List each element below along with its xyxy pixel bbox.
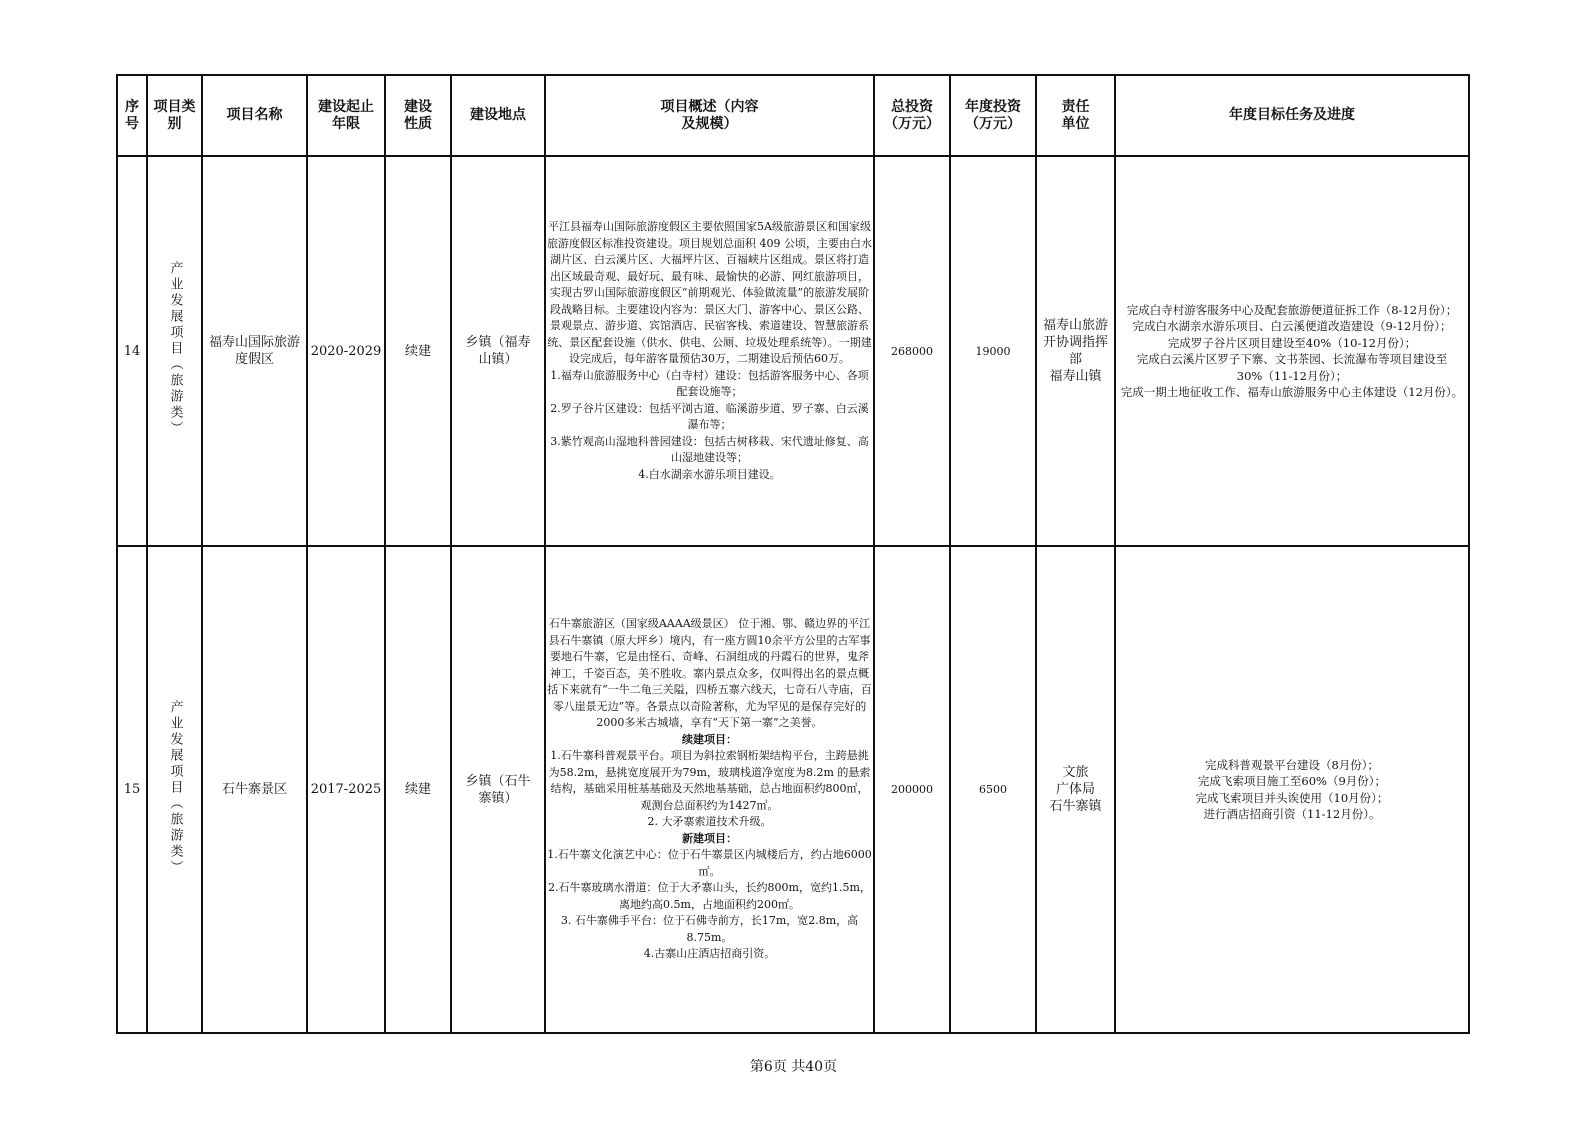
overview-item: 3.紫竹观高山湿地科普园建设：包括古树移栽、宋代遗址修复、高山湿地建设等；: [550, 434, 869, 464]
continuing-title: 续建项目：: [682, 732, 737, 746]
unit-line: 福寿山镇: [1049, 369, 1102, 384]
row-total: 200000: [874, 546, 950, 1033]
overview-paragraph: 石牛寨旅游区（国家级AAAA级景区） 位于湘、鄂、赣边界的平江县石牛寨镇（原大坪乡）境内，有一座方圆10余平方公里的古军事要地石牛寨，它是由怪石、奇峰、石洞组成的丹霞石的世界，鬼斧神工，千姿百态，美不胜收。寨内景点众多，仅叫得出名的景点概括下来就有“一牛二龟三关隘，四桥五寨六线天，七奇石八寺庙，百零八崖景无边”等。各景点以奇险著称，尤为罕见的是保存完好的2000多米古城墙，享有“天下第一寨”之美誉。: [547, 617, 872, 730]
target-item: 完成一期土地征收工作、福寿山旅游服务中心主体建设（12月份）。: [1120, 385, 1464, 399]
overview-item: 4.白水湖亲水游乐项目建设。: [638, 467, 781, 481]
target-item: 完成白寺村游客服务中心及配套旅游便道征拆工作（8-12月份）；: [1126, 302, 1458, 317]
row-unit: [1036, 156, 1115, 546]
header-row: [117, 75, 1469, 156]
row-location: 乡镇（福寿山镇）: [451, 156, 545, 546]
target-item: 完成罗子谷片区项目建设至40%（10-12月份）；: [1167, 335, 1417, 350]
target-item: 完成飞索项目并头诶使用（10月份）；: [1195, 790, 1389, 805]
unit-line: 广体局: [1055, 782, 1095, 797]
header-total: 总投资（万元）: [874, 75, 950, 156]
overview-item: 1.石牛寨科普观景平台。项目为斜拉索钢桁架结构平台，主跨悬挑为58.2m，悬挑宽度展开为79m，玻璃栈道净宽度为8.2m 的悬索结构，基础采用桩基基础及天然地基基础，总占地面积约800㎡，观测台总面积约为1427㎡。: [548, 749, 871, 812]
unit-line: 福寿山旅游开协调指挥部: [1042, 318, 1108, 367]
row-name: 福寿山国际旅游度假区: [202, 156, 307, 546]
row-unit: [1036, 546, 1115, 1033]
target-item: 进行酒店招商引资（11-12月份）。: [1203, 807, 1381, 821]
unit-line: 文旅: [1062, 765, 1089, 780]
target-item: 完成白云溪片区罗子下寨、文书茶园、长流瀑布等项目建设至30%（11-12月份）；: [1136, 352, 1448, 383]
row-nature: 续建: [385, 156, 451, 546]
row-overview: [545, 156, 874, 546]
overview-item: 2.罗子谷片区建设：包括平浏古道、临溪游步道、罗子寨、白云溪瀑布等；: [550, 401, 869, 431]
row-period: 2017-2025: [307, 546, 385, 1033]
row-overview: [545, 546, 874, 1033]
target-item: 完成白水湖亲水游乐项目、白云溪便道改造建设（9-12月份）；: [1132, 319, 1452, 333]
table-row: [117, 156, 1469, 546]
target-item: 完成飞索项目施工至60%（9月份）；: [1197, 774, 1387, 788]
target-item: 完成科普观景平台建设（8月份）；: [1204, 757, 1380, 772]
row-target: [1115, 156, 1469, 546]
overview-item: 2.石牛寨玻璃水滑道：位于大矛寨山头，长约800m，宽约1.5m，离地约高0.5m，占地面积约200㎡。: [548, 881, 871, 911]
header-nature: 建设性质: [385, 75, 451, 156]
row-location: 乡镇（石牛寨镇）: [451, 546, 545, 1033]
row-seq: 15: [117, 546, 147, 1033]
page-footer: 第6页 共40页: [749, 1059, 838, 1075]
row-annual: 19000: [950, 156, 1036, 546]
header-category: 项目类别: [147, 75, 202, 156]
header-target: 年度目标任务及进度: [1115, 75, 1469, 156]
unit-line: 石牛寨镇: [1049, 799, 1102, 814]
overview-item: 1.石牛寨文化演艺中心：位于石牛寨景区内城楼后方，约占地6000㎡。: [547, 848, 872, 878]
overview-item: 4.古寨山庄酒店招商引资。: [643, 947, 776, 961]
row-target: [1115, 546, 1469, 1033]
row-category: 产业发展项目（旅游类）: [147, 546, 202, 1033]
row-period: 2020-2029: [307, 156, 385, 546]
overview-item: 1.福寿山旅游服务中心（白寺村）建设：包括游客服务中心、各项配套设施等；: [550, 368, 869, 398]
row-total: 268000: [874, 156, 950, 546]
row-category: 产业发展项目（旅游类）: [147, 156, 202, 546]
table-row: [117, 546, 1469, 1033]
new-title: 新建项目：: [682, 831, 737, 845]
overview-item: 2. 大矛寨索道技术升级。: [647, 815, 772, 829]
header-seq: 序号: [117, 75, 147, 156]
header-location: 建设地点: [451, 75, 545, 156]
row-nature: 续建: [385, 546, 451, 1033]
row-seq: 14: [117, 156, 147, 546]
header-annual: 年度投资（万元）: [950, 75, 1036, 156]
row-name: 石牛寨景区: [202, 546, 307, 1033]
header-unit: 责任单位: [1036, 75, 1115, 156]
overview-item: 3. 石牛寨佛手平台：位于石佛寺前方，长17m，宽2.8m，高8.75m。: [560, 914, 859, 944]
project-table: [116, 74, 1470, 1034]
overview-paragraph: 平江县福寿山国际旅游度假区主要依照国家5A级旅游景区和国家级旅游度假区标准投资建设。项目规划总面积 409 公顷，主要由白水湖片区、白云溪片区、大福坪片区、百福峡片区组成。景区将打造出区域最奇观、最好玩、最有味、最愉快的必游、网红旅游项目，实现古罗山国际旅游度假区“前期观光、体验做流量”的旅游发展阶段战略目标。主要建设内容为：景区大门、游客中心、景区公路、景观景点、游步道、宾馆酒店、民宿客栈、索道建设、智慧旅游系统、景区配套设施（供水、供电、公厕、垃圾处理系统等）。一期建设完成后，每年游客量预估30万，二期建设后预估60万。: [547, 220, 872, 365]
header-overview: 项目概述（内容及规模）: [545, 75, 874, 156]
header-period: 建设起止年限: [307, 75, 385, 156]
header-name: 项目名称: [202, 75, 307, 156]
row-annual: 6500: [950, 546, 1036, 1033]
